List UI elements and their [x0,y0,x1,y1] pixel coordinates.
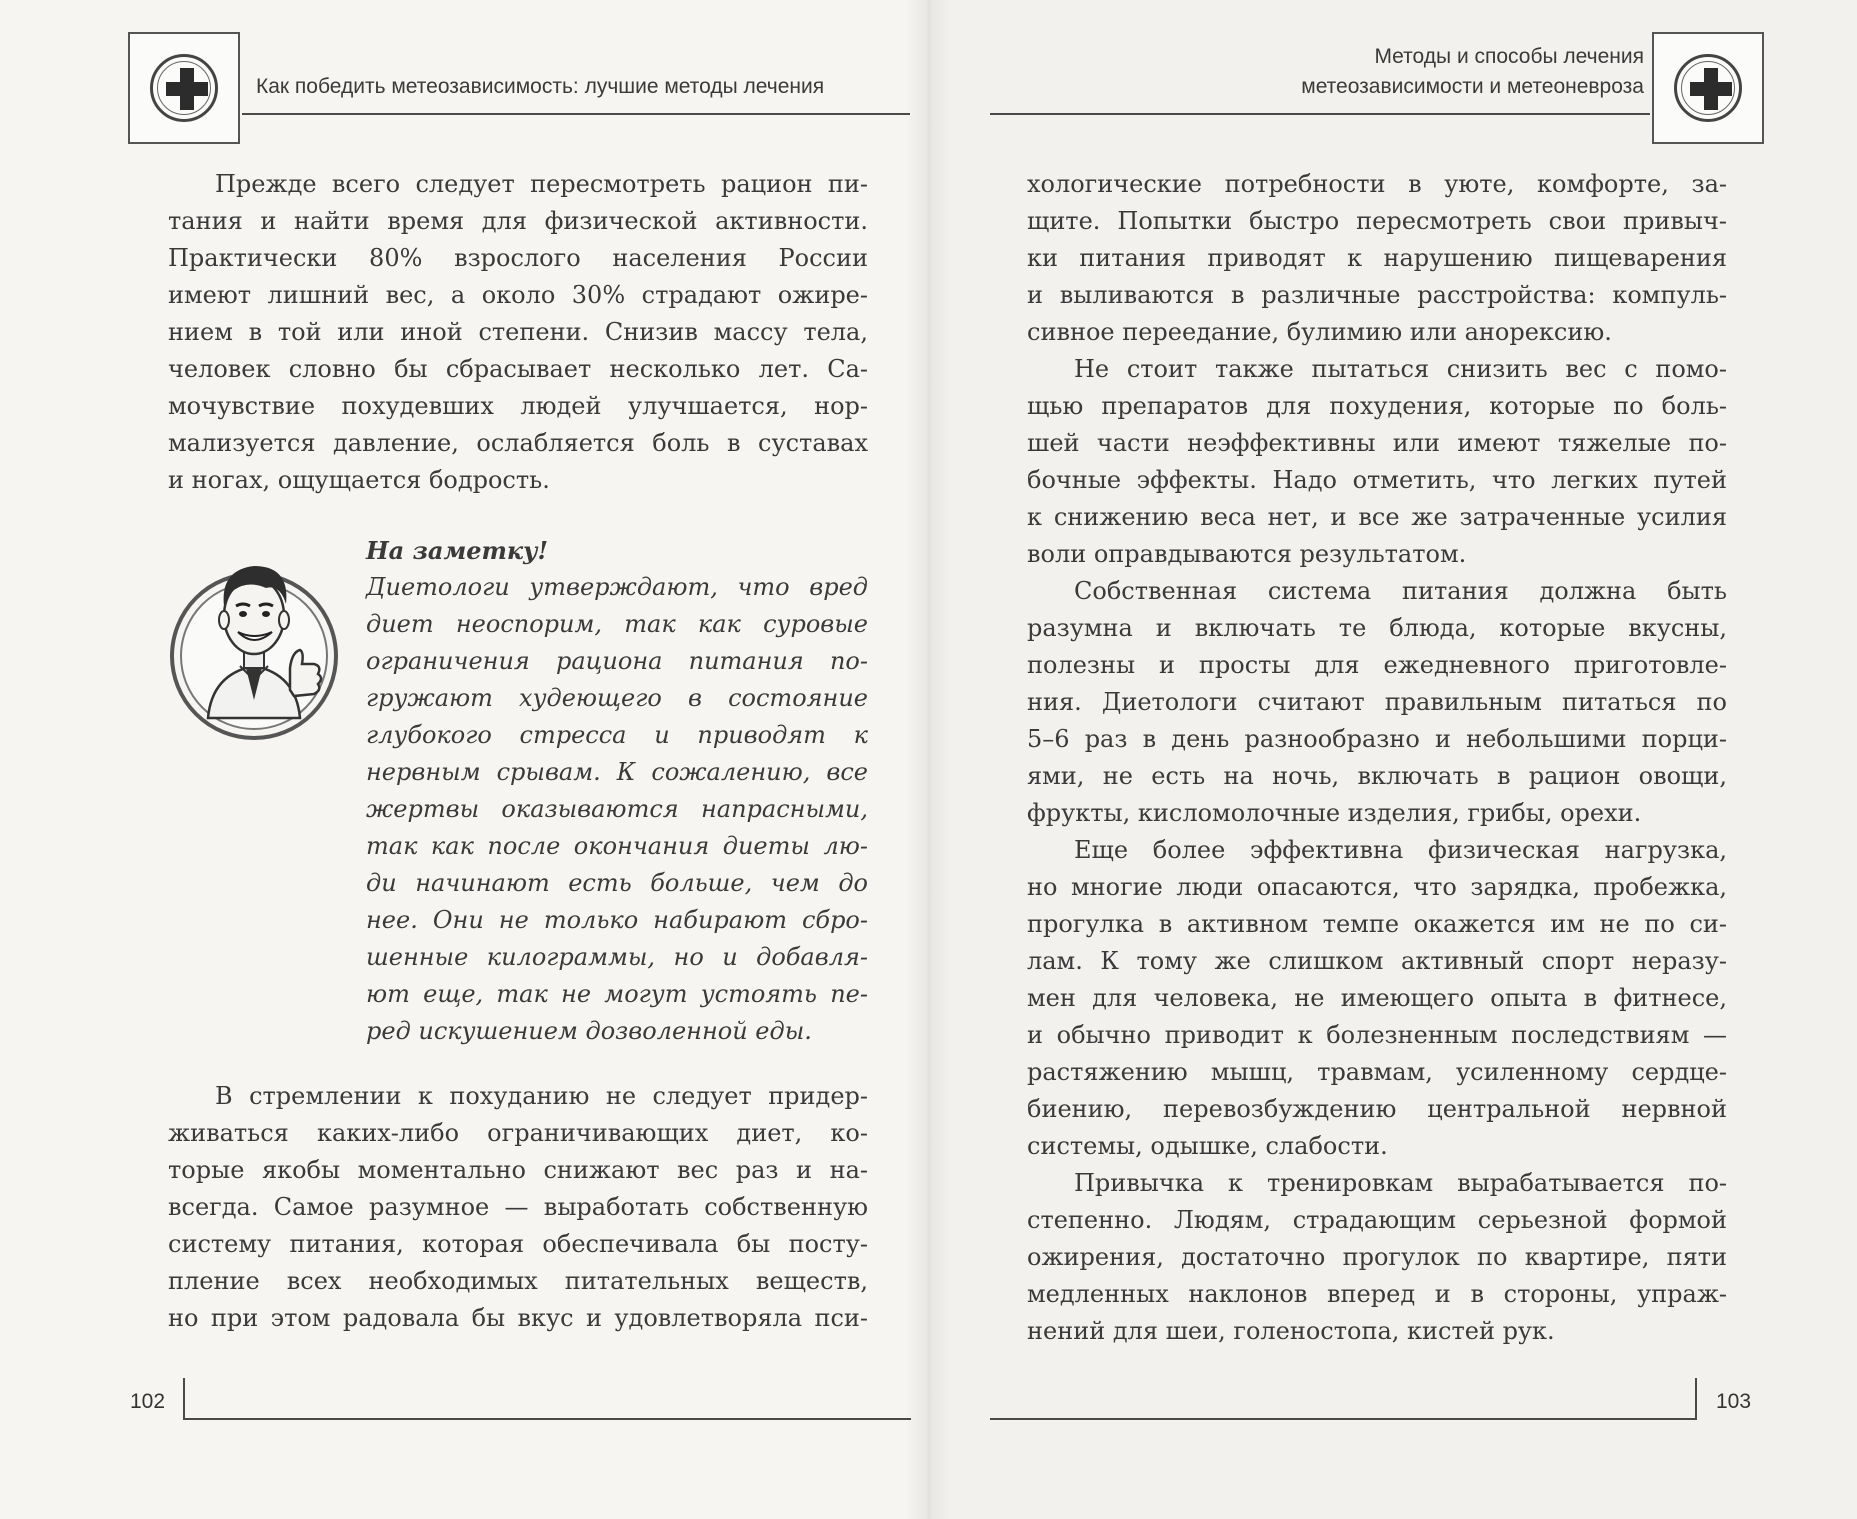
header-rule-left [242,113,910,115]
text-line: ред искушением дозволенной еды. [366,1017,812,1045]
text-line: пление всех необходимых питательных веществ, [168,1267,868,1295]
text-line: всегда. Самое разумное — выработать собственную [168,1193,868,1221]
text-line: мализуется давление, ослабляется боль в суставах [168,429,868,457]
text-line: глубокого стресса и приводят к [366,721,868,749]
medical-cross-icon [128,32,240,144]
doctor-thumbs-up-icon [168,540,350,750]
text-line: торые якобы моментально снижают вес раз и на- [168,1156,868,1184]
text-line: но многие люди опасаются, что зарядка, пробежка, [1027,873,1727,901]
text-line: но при этом радовала бы вкус и удовлетворяла пси- [168,1304,868,1332]
running-head-right-line2: метеозависимости и метеоневроза [1301,75,1644,98]
text-line: ожирения, достаточно прогулок по квартире, пяти [1027,1243,1727,1271]
text-line: ют еще, так не могут устоять пе- [366,980,868,1008]
text-line: полезны и просты для ежедневного приготовле- [1027,651,1727,679]
text-line: мочувствие похудевших людей улучшается, нор- [168,392,868,420]
text-line: человек словно бы сбрасывает несколько лет. Са- [168,355,868,383]
text-line: ями, не есть на ночь, включать в рацион овощи, [1027,762,1727,790]
text-line: Не стоит также пытаться снизить вес с помо- [1074,355,1727,383]
text-line: медленных наклонов вперед и в стороны, упраж- [1027,1280,1727,1308]
text-line: нее. Они не только набирают сбро- [366,906,868,934]
text-line: ди начинают есть больше, чем до [366,869,868,897]
text-line: хологические потребности в уюте, комфорте, за- [1027,170,1727,198]
text-line: тания и найти время для физической активности. [168,207,868,235]
text-line: гружают худеющего в состояние [366,684,868,712]
right-text-column [1027,166,1727,1350]
left-paragraph-1 [168,166,868,499]
text-line: шенные килограммы, но и добавля- [366,943,868,971]
text-line: прогулка в активном темпе окажется им не по си- [1027,910,1727,938]
text-line: диет неоспорим, так как суровые [366,610,868,638]
text-line: бочные эффекты. Надо отметить, что легких путей [1027,466,1727,494]
text-line: Прежде всего следует пересмотреть рацион пи- [215,170,868,198]
footer-rule-left [183,1418,911,1420]
text-line: разумна и включать те блюда, которые вкусны, [1027,614,1727,642]
left-paragraph-2 [168,1078,868,1337]
text-line: Собственная система питания должна быть [1074,577,1727,605]
footer-rule-right [990,1418,1696,1420]
text-line: Еще более эффективна физическая нагрузка, [1074,836,1727,864]
page-number-left: 102 [130,1390,166,1413]
text-line: нервным срывам. К сожалению, все [366,758,868,786]
text-line: нием в той или иной степени. Снизив массу тела, [168,318,868,346]
text-line: 5–6 раз в день разнообразно и небольшими порци- [1027,725,1727,753]
running-head-right-line1: Методы и способы лечения [1374,45,1644,68]
text-line: систему питания, которая обеспечивала бы посту- [168,1230,868,1258]
text-line: сивное переедание, булимию или анорексию. [1027,318,1612,346]
text-line: живаться каких-либо ограничивающих диет, ко- [168,1119,868,1147]
text-line: ния. Диетологи считают правильным питаться по [1027,688,1727,716]
text-line: ограничения рациона питания по- [366,647,868,675]
text-line: и обычно приводит к болезненным последствиям — [1027,1021,1727,1049]
page-number-right: 103 [1716,1390,1752,1413]
text-line: и выливаются в различные расстройства: компуль- [1027,281,1727,309]
footer-bracket-right [1695,1378,1697,1420]
text-line: ки питания приводят к нарушению пищеварения [1027,244,1727,272]
book-gutter [905,0,951,1519]
text-line: лам. К тому же слишком активный спорт неразу- [1027,947,1727,975]
text-line: щью препаратов для похудения, которые по боль- [1027,392,1727,420]
text-line: Диетологи утверждают, что вред [366,573,868,601]
text-line: воли оправдываются результатом. [1027,540,1467,568]
text-line: имеют лишний вес, а около 30% страдают ожире- [168,281,868,309]
text-line: так как после окончания диеты лю- [366,832,868,860]
text-line: и ногах, ощущается бодрость. [168,466,550,494]
text-line: Привычка к тренировкам вырабатывается по- [1074,1169,1727,1197]
text-line: Практически 80% взрослого населения России [168,244,868,272]
text-line: к снижению веса нет, и все же затраченные усилия [1027,503,1727,531]
text-line: В стремлении к похуданию не следует придер- [215,1082,868,1110]
text-line: фрукты, кисломолочные изделия, грибы, орехи. [1027,799,1642,827]
text-line: щите. Попытки быстро пересмотреть свои привыч- [1027,207,1727,235]
text-line: степенно. Людям, страдающим серьезной формой [1027,1206,1727,1234]
footer-bracket-left [183,1378,185,1420]
text-line: растяжению мышц, травмам, усиленному сердце- [1027,1058,1727,1086]
medical-cross-icon [1652,32,1764,144]
text-line: биению, перевозбуждению центральной нервной [1027,1095,1727,1123]
text-line: системы, одышке, слабости. [1027,1132,1388,1160]
text-line: жертвы оказываются напрасными, [366,795,868,823]
text-line: шей части неэффективны или имеют тяжелые по- [1027,429,1727,457]
header-rule-right [990,113,1650,115]
text-line: нений для шеи, голеностопа, кистей рук. [1027,1317,1555,1345]
text-line: мен для человека, не имеющего опыта в фитнесе, [1027,984,1727,1012]
note-box [366,532,868,1050]
running-head-left: Как победить метеозависимость: лучшие методы лечения [256,75,825,98]
note-title: На заметку! [366,536,549,565]
